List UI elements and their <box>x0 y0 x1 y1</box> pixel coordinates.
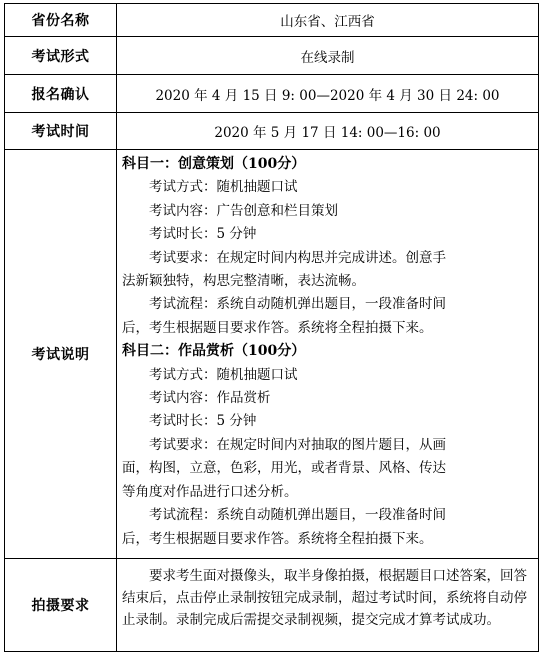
subject2-method: 考试方式：随机抽题口试 <box>149 366 298 383</box>
row-province <box>5 4 539 37</box>
subject1-title: 科目一：创意策划（100分） <box>122 156 306 172</box>
filming-label: 拍摄要求 <box>5 559 117 652</box>
row-format <box>5 37 539 75</box>
subject1-content: 考试内容：广告创意和栏目策划 <box>149 202 338 219</box>
description-body <box>117 150 539 559</box>
row-filming <box>5 559 539 652</box>
row-registration <box>5 75 539 113</box>
province-label: 省份名称 <box>5 4 117 37</box>
exam-info-table <box>4 3 539 652</box>
province-value: 山东省、江西省 <box>117 4 539 37</box>
row-exam-time <box>5 113 539 150</box>
filming-body <box>117 559 539 652</box>
subject1-requirement-line2: 法新颖独特，构思完整清晰，表达流畅。 <box>122 273 365 290</box>
subject2-duration: 考试时长：5 分钟 <box>149 413 257 430</box>
row-description <box>5 150 539 559</box>
subject1-flow-line2: 后，考生根据题目要求作答。系统将全程拍摄下来。 <box>122 319 433 336</box>
exam-time-label: 考试时间 <box>5 113 117 150</box>
subject2-flow-line1: 考试流程：系统自动随机弹出题目，一段准备时间 <box>149 507 446 524</box>
subject2-requirement-line1: 考试要求：在规定时间内对抽取的图片题目，从画 <box>149 436 446 453</box>
subject2-content: 考试内容：作品赏析 <box>149 390 271 407</box>
subject2-requirement-line2: 面，构图，立意，色彩，用光，或者背景、风格、传达 <box>122 460 446 477</box>
exam-time-value: 2020 年 5 月 17 日 14: 00—16: 00 <box>117 113 539 150</box>
subject1-method: 考试方式：随机抽题口试 <box>149 179 298 196</box>
filming-requirement-text: 要求考生面对摄像头，取半身像拍摄，根据题目口述答案，回答结束后，点击停止录制按钮完成录制，超过考试时间，系统将自动停止录制。录制完成后需提交录制视频，提交完成才算考试成功。 <box>122 568 527 628</box>
subject2-flow-line2: 后，考生根据题目要求作答。系统将全程拍摄下来。 <box>122 530 433 547</box>
format-value: 在线录制 <box>117 37 539 75</box>
format-label: 考试形式 <box>5 37 117 75</box>
subject2-title: 科目二：作品赏析（100分） <box>122 343 306 360</box>
subject1-requirement-line1: 考试要求：在规定时间内构思并完成讲述。创意手 <box>149 249 446 266</box>
subject1-duration: 考试时长：5 分钟 <box>149 226 257 243</box>
subject2-requirement-line3: 等角度对作品进行口述分析。 <box>122 483 298 500</box>
subject1-flow-line1: 考试流程：系统自动随机弹出题目，一段准备时间 <box>149 296 446 313</box>
registration-value: 2020 年 4 月 15 日 9: 00—2020 年 4 月 30 日 24: 00 <box>117 75 539 113</box>
registration-label: 报名确认 <box>5 75 117 113</box>
description-label: 考试说明 <box>5 150 117 559</box>
